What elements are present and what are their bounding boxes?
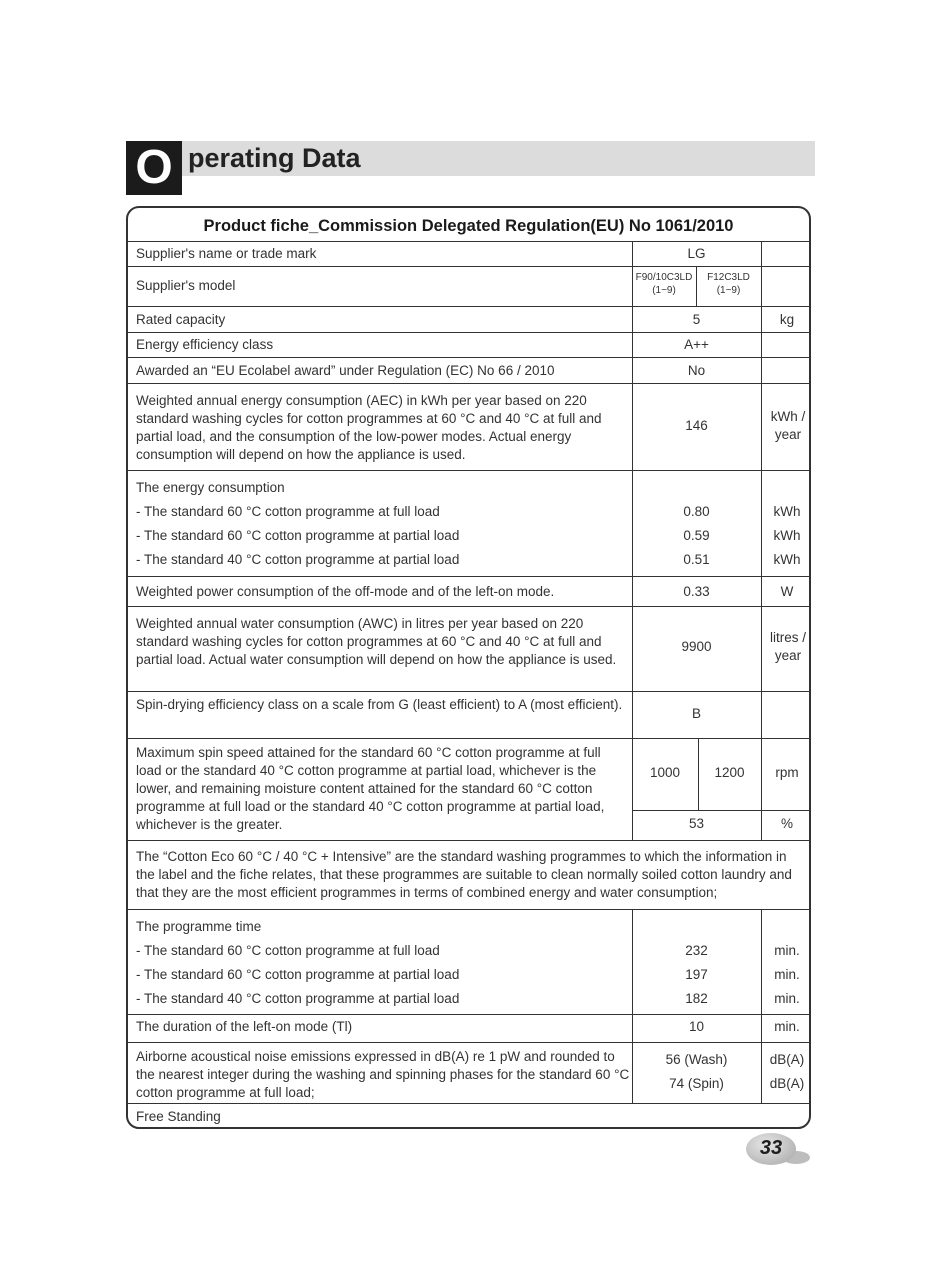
rated-capacity-label: Rated capacity [136,312,226,327]
energy-row-label: - The standard 40 °C cotton programme at partial load [136,552,460,567]
power-offmode-value: 0.33 [683,584,710,599]
programme-time-row-unit: min. [774,991,800,1006]
power-offmode-unit: W [780,584,794,599]
page-title: perating Data [188,143,361,173]
aec-unit: kWh / year [770,409,806,442]
programme-time-row-unit: min. [774,967,800,982]
product-fiche-table [126,206,811,1129]
noise-wash: 56 (Wash) [665,1052,728,1067]
fiche-title: Product fiche_Commission Delegated Regulation(EU) No 1061/2010 [203,217,734,235]
page-number-badge [746,1133,810,1167]
spin-speed-value-2: 1200 [714,765,745,780]
model-1: F90/10C3LD [635,272,693,283]
energy-row-unit: kWh [773,552,801,567]
energy-row-value: 0.59 [683,528,710,543]
noise-spin: 74 (Spin) [669,1076,724,1091]
left-on-unit: min. [774,1019,800,1034]
moisture-value: 53 [688,816,705,831]
supplier-model-label: Supplier's model [136,278,236,293]
energy-row-unit: kWh [773,504,801,519]
programme-time-row-value: 232 [685,943,708,958]
power-offmode-label: Weighted power consumption of the off-mode and of the left-on mode. [136,584,555,599]
ecolabel-label: Awarded an “EU Ecolabel award” under Regulation (EC) No 66 / 2010 [136,363,555,378]
cotton-eco-note: The “Cotton Eco 60 °C / 40 °C + Intensive” are the standard washing programmes to which the information in the label and the fiche relates, that these programmes are suitable to clean normally soiled cotton laundry and that they are the most efficient programmes in terms of combined energy and water consumption; [136,849,792,900]
programme-time-row-label: - The standard 60 °C cotton programme at full load [136,943,440,958]
aec-value: 146 [685,418,708,433]
aec-label: Weighted annual energy consumption (AEC) in kWh per year based on 220 standard washing cycles for cotton programmes at 60 °C and 40 °C at full and partial load, and the consumption of the low-power modes. Actual energy consumption will depend on how the appliance is used. [136,393,602,462]
awc-value: 9900 [681,639,712,654]
header-initial-letter: O [126,141,182,195]
spin-speed-value-1: 1000 [649,765,681,780]
rated-capacity-unit: kg [779,312,795,327]
rated-capacity-value: 5 [692,312,701,327]
spin-speed-label: Maximum spin speed attained for the standard 60 °C cotton programme at full load or the standard 40 °C cotton programme at partial load, whichever is the lower, and remaining moisture content attained for the standard 60 °C cotton programme at full load or the standard 40 °C cotton programme at partial load, whichever is the greater. [136,745,605,832]
supplier-name-value: LG [687,246,706,261]
programme-time-row-label: - The standard 40 °C cotton programme at partial load [136,991,460,1006]
programme-time-row-unit: min. [774,943,800,958]
model-1-range: (1~9) [652,285,676,296]
model-2-range: (1~9) [716,285,741,296]
energy-row-value: 0.51 [683,552,710,567]
energy-row-label: - The standard 60 °C cotton programme at partial load [136,528,460,543]
energy-row-unit: kWh [773,528,801,543]
noise-unit-spin: dB(A) [769,1076,805,1091]
model-2: F12C3LD [707,272,750,283]
spin-class-value: B [691,706,701,721]
free-standing: Free Standing [136,1109,221,1124]
programme-time-row-label: - The standard 60 °C cotton programme at partial load [136,967,460,982]
energy-class-label: Energy efficiency class [136,337,274,352]
programme-time-label: The programme time [136,919,262,934]
left-on-label: The duration of the left-on mode (Tl) [136,1019,353,1034]
energy-consumption-label: The energy consumption [136,480,285,495]
programme-time-row-value: 197 [685,967,708,982]
awc-unit: litres / year [769,630,806,663]
noise-unit-wash: dB(A) [769,1052,805,1067]
left-on-value: 10 [688,1019,705,1034]
programme-time-row-value: 182 [685,991,708,1006]
energy-row-label: - The standard 60 °C cotton programme at full load [136,504,440,519]
moisture-unit: % [780,816,793,831]
noise-label: Airborne acoustical noise emissions expressed in dB(A) re 1 pW and rounded to the nearest integer during the washing and spinning phases for the standard 60 °C cotton programme at full load; [136,1049,630,1100]
supplier-name-label: Supplier's name or trade mark [136,246,317,261]
awc-label: Weighted annual water consumption (AWC) in litres per year based on 220 standard washing cycles for cotton programmes at 60 °C and 40 °C at full and partial load. Actual water consumption will depend on how the appliance is used. [136,616,617,667]
page-number: 33 [759,1137,783,1159]
spin-speed-unit: rpm [775,765,799,780]
spin-class-label: Spin-drying efficiency class on a scale from G (least efficient) to A (most efficient). [136,697,623,712]
energy-class-value: A++ [684,337,709,352]
energy-row-value: 0.80 [683,504,710,519]
ecolabel-value: No [687,363,706,378]
